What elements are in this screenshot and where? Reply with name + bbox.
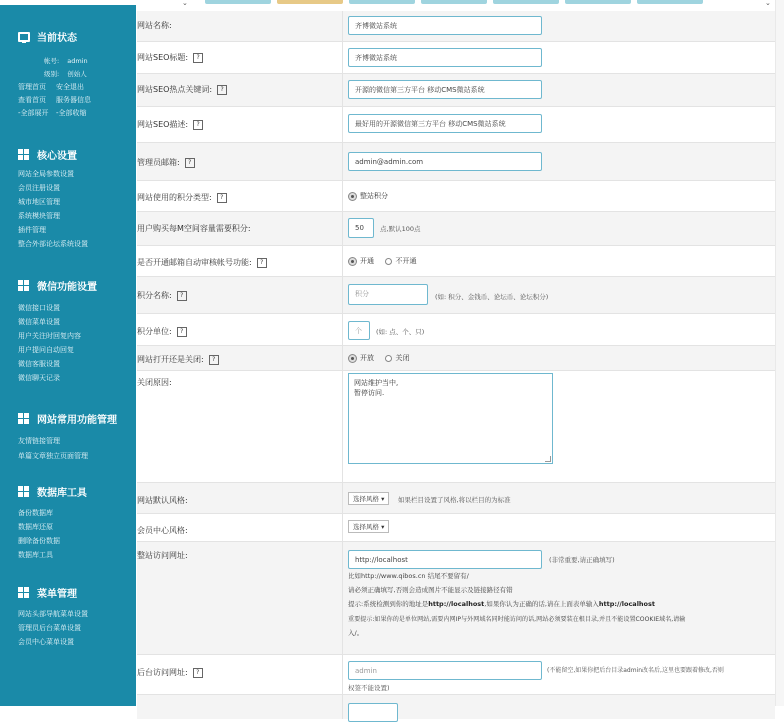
section-title: 数据库工具 (37, 488, 87, 499)
help-icon[interactable]: ? (257, 258, 267, 268)
row-next (137, 695, 775, 719)
field-label (137, 354, 337, 365)
row-point-name (137, 277, 775, 314)
email-verify-on-radio[interactable] (349, 256, 374, 266)
sidebar-item[interactable]: 数据库还原 (18, 523, 53, 531)
member-style-select[interactable]: 选择风格 ▾ (348, 520, 389, 533)
point-unit-input[interactable]: 个 (348, 321, 370, 340)
field-label (137, 550, 337, 561)
detected-url: http://localhost (598, 600, 655, 608)
admin-url-hint: (不能留空,如果你把后台目录admin改名后,这里也要跟着修改,否则 (547, 667, 724, 674)
top-tab[interactable] (493, 0, 559, 4)
field-label (137, 495, 337, 506)
sidebar-item[interactable]: 会员注册设置 (18, 184, 60, 192)
label-text: 后台访问网址: (137, 668, 188, 677)
label-text: 积分单位: (137, 327, 172, 336)
radio-label: 关闭 (395, 354, 410, 362)
section-title: 网站常用功能管理 (37, 415, 117, 426)
row-seo-keywords (137, 74, 775, 107)
grid-icon (18, 413, 30, 424)
top-tab[interactable] (565, 0, 631, 4)
seo-desc-input[interactable]: 最好用的开源微信第三方平台 移动CMS微站系统 (348, 114, 542, 133)
label-text: 网站默认风格: (137, 496, 188, 505)
link-view-home[interactable]: 查看首页 (18, 96, 46, 104)
site-url-detect-note (348, 598, 655, 611)
label-text: 整站访问网址: (137, 551, 188, 560)
sidebar-item[interactable]: 整合外部论坛系统设置 (18, 240, 88, 248)
seo-title-input[interactable]: 齐博微站系统 (348, 48, 542, 67)
site-name-input[interactable]: 齐博微站系统 (348, 16, 542, 35)
row-close-reason (137, 371, 775, 483)
email-verify-radio-group (349, 256, 425, 267)
top-tab[interactable] (637, 0, 703, 4)
help-icon[interactable]: ? (193, 53, 203, 63)
sidebar-item[interactable]: 用户关注时回复内容 (18, 332, 81, 340)
sidebar-item[interactable]: 管理员后台菜单设置 (18, 624, 81, 632)
section-title: 微信功能设置 (37, 282, 97, 293)
sidebar (0, 5, 136, 706)
sidebar-section-wechat[interactable] (18, 278, 97, 293)
field-label (137, 84, 337, 95)
select-value: 选择风格 (353, 523, 379, 531)
site-url-input[interactable]: http://localhost (348, 550, 542, 569)
label-text: 网站SEO描述: (137, 120, 189, 129)
label-text: 积分名称: (137, 291, 172, 300)
site-open-radio-group (349, 353, 418, 364)
grid-icon (18, 486, 30, 497)
link-expand-all[interactable]: -全部展开 (18, 109, 49, 117)
grid-icon (18, 149, 30, 160)
account-value: admin (67, 57, 88, 65)
sidebar-item[interactable]: 单篇文章独立页面管理 (18, 452, 88, 460)
sidebar-item[interactable]: 备份数据库 (18, 509, 53, 517)
sidebar-section-database[interactable] (18, 484, 87, 499)
label-text: 关闭原因: (137, 378, 172, 387)
field-label (137, 290, 337, 301)
sidebar-section-core[interactable] (18, 147, 77, 162)
site-url-warning: 重要提示:如果你的是单位网站,需要内网IP与外网域名同时能访问的话,网站必须要装在根目录,并且不能设置COOKIE域名,请输 (348, 616, 686, 623)
radio-label: 开通 (360, 257, 374, 265)
scrollbar[interactable] (775, 0, 784, 706)
grid-icon (18, 280, 30, 291)
link-logout[interactable]: 安全退出 (56, 83, 84, 91)
account-info (44, 56, 88, 65)
field-label (137, 525, 337, 536)
grid-icon (18, 587, 30, 598)
sidebar-section-common[interactable] (18, 411, 117, 426)
help-icon[interactable]: ? (177, 327, 187, 337)
link-server-info[interactable]: 服务器信息 (56, 96, 91, 104)
site-url-hint: (非常重要,请正确填写) (549, 556, 615, 564)
section-title: 菜单管理 (37, 589, 77, 600)
field-label (137, 223, 337, 234)
row-point-unit (137, 314, 775, 346)
row-seo-desc (137, 107, 775, 143)
top-tab[interactable] (421, 0, 487, 4)
site-url-warning: 入/。 (348, 629, 364, 637)
sidebar-item[interactable]: 城市地区管理 (18, 198, 60, 206)
help-icon[interactable]: ? (177, 291, 187, 301)
email-verify-off-radio[interactable] (385, 256, 417, 266)
row-point-type (137, 181, 775, 212)
field-label (137, 326, 337, 337)
help-icon[interactable]: ? (209, 355, 219, 365)
detected-url: http://localhost (428, 600, 485, 608)
point-unit-hint: (如: 点、个、只) (376, 328, 425, 336)
label-text: 网站名称: (137, 21, 172, 30)
top-tab-strip (137, 0, 784, 10)
textarea-line: 网站维护当中, (354, 379, 399, 387)
top-tab[interactable] (349, 0, 415, 4)
level-value: 创始人 (67, 70, 87, 78)
note-text: ,如果你认为正确的话,请在上面表单输入 (484, 600, 599, 608)
row-site-open (137, 346, 775, 371)
admin-url-input[interactable]: admin (348, 661, 542, 680)
sidebar-section-menu[interactable] (18, 585, 77, 600)
sidebar-item[interactable]: 会员中心菜单设置 (18, 638, 74, 646)
admin-email-input[interactable]: admin@admin.com (348, 152, 542, 171)
chevron-down-icon: ⌄ (765, 0, 771, 7)
top-tab-active[interactable] (277, 0, 343, 4)
row-admin-email (137, 143, 775, 181)
section-title: 核心设置 (37, 151, 77, 162)
radio-label: 整站积分 (360, 192, 388, 200)
row-site-url (137, 542, 775, 655)
radio-label: 不开通 (395, 257, 417, 265)
sidebar-item[interactable]: 用户提问自动回复 (18, 346, 74, 354)
field-label (137, 52, 337, 63)
row-admin-url (137, 655, 775, 695)
default-style-hint: 如果栏目设置了风格,将以栏目的为标准 (398, 496, 511, 504)
sidebar-item[interactable]: 网站头部导航菜单设置 (18, 610, 88, 618)
sidebar-item[interactable]: 微信聊天记录 (18, 374, 60, 382)
resize-handle-icon[interactable] (545, 456, 551, 462)
field-label (137, 667, 337, 678)
point-name-input[interactable]: 积分 (348, 284, 428, 305)
help-icon[interactable]: ? (217, 85, 227, 95)
field-label (137, 192, 337, 203)
label-text: 会员中心风格: (137, 526, 188, 535)
level-label: 级别: (44, 70, 60, 78)
point-type-radio[interactable] (349, 191, 388, 201)
sidebar-item[interactable]: 系统模块管理 (18, 212, 60, 220)
row-member-style (137, 514, 775, 542)
link-collapse-all[interactable]: -全部收缩 (56, 109, 87, 117)
chevron-down-icon: ⌄ (182, 0, 188, 7)
help-icon[interactable]: ? (193, 120, 203, 130)
space-points-hint: 点,默认100点 (380, 225, 421, 233)
field-label (137, 119, 337, 130)
row-default-style (137, 483, 775, 514)
site-url-note: 请必须正确填写,否则会造成图片不能显示及链接路径有错 (348, 586, 513, 594)
label-text: 管理员邮箱: (137, 158, 180, 167)
sidebar-status-header (18, 29, 77, 44)
select-value: 选择风格 (353, 495, 379, 503)
label-text: 网站SEO标题: (137, 53, 189, 62)
default-style-select[interactable]: 选择风格 ▾ (348, 492, 389, 505)
sidebar-item[interactable]: 友情链接管理 (18, 437, 60, 445)
radio-label: 开放 (360, 354, 374, 362)
admin-url-hint: 权签不能设置) (348, 684, 390, 692)
seo-keywords-input[interactable]: 开源的微信第三方平台 移动CMS微站系统 (348, 80, 542, 99)
sidebar-item[interactable]: 微信接口设置 (18, 304, 60, 312)
help-icon[interactable]: ? (217, 193, 227, 203)
sidebar-item[interactable]: 数据库工具 (18, 551, 53, 559)
field-label (137, 257, 337, 268)
sidebar-item[interactable]: 删除备份数据 (18, 537, 60, 545)
point-type-radio-group (349, 191, 396, 202)
sidebar-item[interactable]: 插件管理 (18, 226, 46, 234)
close-reason-textarea[interactable] (348, 373, 553, 464)
note-text: 提示:系统检测到你的地址是 (348, 600, 429, 608)
monitor-icon (18, 32, 30, 42)
field-label (137, 20, 337, 31)
help-icon[interactable]: ? (185, 158, 195, 168)
help-icon[interactable]: ? (193, 668, 203, 678)
row-seo-title (137, 42, 775, 74)
account-label: 帐号: (44, 57, 60, 65)
field-label (137, 157, 337, 168)
sidebar-item[interactable]: 微信客服设置 (18, 360, 60, 368)
label-text: 用户购买每M空间容量需要积分: (137, 224, 251, 233)
site-close-radio[interactable] (385, 353, 410, 363)
sidebar-item[interactable]: 微信菜单设置 (18, 318, 60, 326)
sidebar-status-title: 当前状态 (37, 33, 77, 44)
row-space-points (137, 212, 775, 246)
label-text: 是否开通邮箱自动审核帐号功能: (137, 258, 252, 267)
textarea-line: 暂停访问. (354, 389, 385, 397)
label-text: 网站使用的积分类型: (137, 193, 212, 202)
field-label (137, 377, 337, 388)
top-tab[interactable] (205, 0, 271, 4)
point-name-hint: (如: 积分、金钱币、论坛币、论坛积分) (435, 293, 549, 301)
sidebar-item[interactable]: 网站全局参数设置 (18, 170, 74, 178)
space-points-input[interactable]: 50 (348, 218, 374, 238)
row-email-verify (137, 246, 775, 277)
label-text: 网站SEO热点关键词: (137, 85, 213, 94)
link-admin-home[interactable]: 管理首页 (18, 83, 46, 91)
site-url-note: 比如http://www.qibos.cn 结尾不要留有/ (348, 572, 469, 580)
level-info (44, 69, 87, 78)
label-text: 网站打开还是关闭: (137, 355, 204, 364)
row-site-name (137, 11, 775, 42)
site-open-radio[interactable] (349, 353, 374, 363)
